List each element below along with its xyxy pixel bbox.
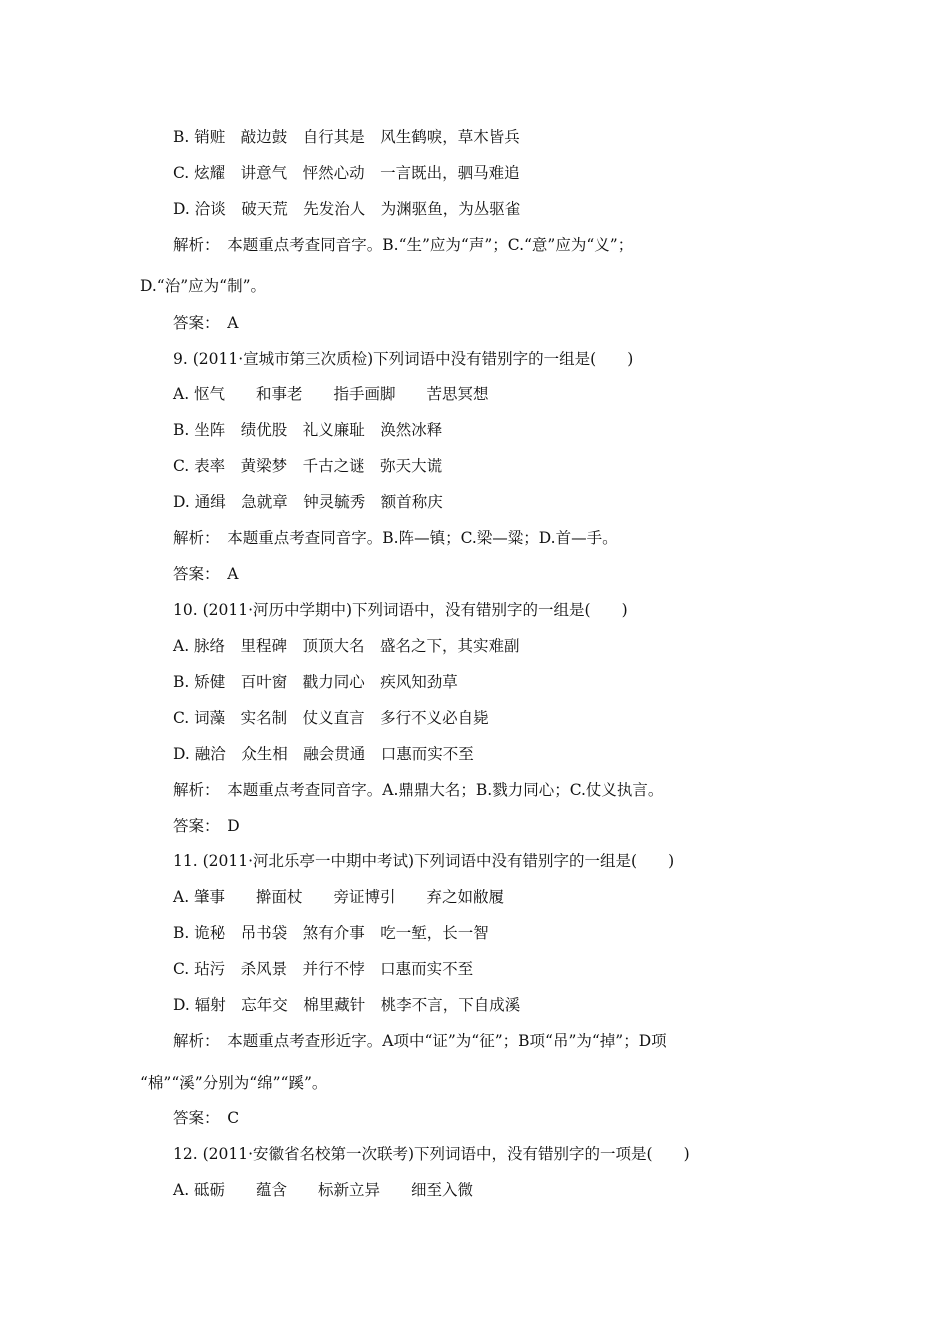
answer-q8: 答案： A — [173, 314, 239, 332]
analysis-q9: 解析： 本题重点考查同音字。B.阵—镇；C.梁—粱；D.首—手。 — [173, 529, 618, 547]
option-b-q9: B. 坐阵 绩优股 礼义廉耻 涣然冰释 — [173, 421, 443, 439]
option-d-q10: D. 融洽 众生相 融会贯通 口惠而实不至 — [173, 745, 474, 763]
option-c-q10: C. 词藻 实名制 仗义直言 多行不义必自毙 — [173, 709, 489, 727]
option-c-q9: C. 表率 黄梁梦 千古之谜 弥天大谎 — [173, 457, 443, 475]
answer-q9: 答案： A — [173, 565, 239, 583]
analysis-q10: 解析： 本题重点考查同音字。A.鼎鼎大名；B.戮力同心；C.仗义执言。 — [173, 781, 664, 799]
option-b-q11: B. 诡秘 吊书袋 煞有介事 吃一堑，长一智 — [173, 924, 489, 942]
option-c-q8: C. 炫耀 讲意气 怦然心动 一言既出，驷马难追 — [173, 164, 520, 182]
answer-q10: 答案： D — [173, 817, 240, 835]
option-d-q9: D. 通缉 急就章 钟灵毓秀 额首称庆 — [173, 493, 443, 511]
analysis-q11-cont: “棉”“溪”分别为“绵”“蹊”。 — [140, 1074, 328, 1092]
option-b-q8: B. 销赃 敲边鼓 自行其是 风生鹤唳，草木皆兵 — [173, 128, 520, 146]
option-a-q11: A. 肇事 擀面杖 旁证博引 弃之如敝履 — [173, 888, 505, 906]
option-d-q11: D. 辐射 忘年交 棉里藏针 桃李不言，下自成溪 — [173, 996, 521, 1014]
option-a-q9: A. 怄气 和事老 指手画脚 苦思冥想 — [173, 385, 489, 403]
question-11: 11. (2011·河北乐亭一中期中考试)下列词语中没有错别字的一组是( ) — [173, 852, 675, 870]
option-a-q12: A. 砥砺 蕴含 标新立异 细至入微 — [173, 1181, 474, 1199]
option-b-q10: B. 矫健 百叶窗 戳力同心 疾风知劲草 — [173, 673, 458, 691]
question-10: 10. (2011·河历中学期中)下列词语中，没有错别字的一组是( ) — [173, 601, 628, 619]
analysis-q8-cont: D.“治”应为“制”。 — [140, 277, 266, 295]
option-c-q11: C. 玷污 杀风景 并行不悖 口惠而实不至 — [173, 960, 474, 978]
answer-q11: 答案： C — [173, 1109, 240, 1127]
question-9: 9. (2011·宣城市第三次质检)下列词语中没有错别字的一组是( ) — [173, 350, 634, 368]
option-a-q10: A. 脉络 里程碑 顶顶大名 盛名之下，其实难副 — [173, 637, 520, 655]
question-12: 12. (2011·安徽省名校第一次联考)下列词语中，没有错别字的一项是( ) — [173, 1145, 690, 1163]
analysis-q11: 解析： 本题重点考查形近字。A项中“证”为“征”；B项“吊”为“掉”；D项 — [173, 1032, 667, 1050]
analysis-q8: 解析： 本题重点考查同音字。B.“生”应为“声”；C.“意”应为“义”； — [173, 236, 634, 254]
option-d-q8: D. 洽谈 破天荒 先发治人 为渊驱鱼，为丛驱雀 — [173, 200, 521, 218]
